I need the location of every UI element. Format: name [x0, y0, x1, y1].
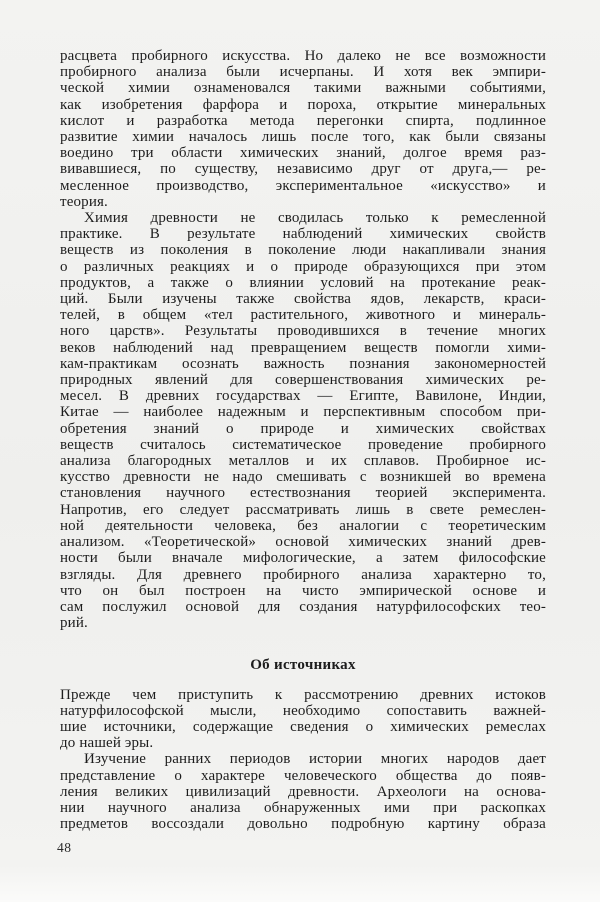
text-line: практике. В результате наблюдений химических свойств	[60, 226, 546, 243]
text-line: теория.	[60, 193, 108, 210]
text-line: Химия древности не сводилась только к ремесленной	[84, 210, 546, 227]
text-line: веществ считалось систематическое проведение пробирного	[60, 436, 546, 453]
text-line: обретения знаний о природе и химических свойствах	[60, 420, 546, 437]
text-line: ления великих цивилизаций древности. Археологи на основа-	[60, 783, 546, 800]
text-line: о различных реакциях и о природе образующихся при этом	[60, 258, 546, 275]
section-heading: Об источниках	[250, 657, 356, 674]
text-line: натурфилософской мысли, необходимо сопоставить важней-	[60, 702, 546, 719]
text-line: шие источники, содержащие сведения о химических ремеслах	[60, 718, 546, 735]
text-line: телей, в общем «тел растительного, животного и минераль-	[60, 307, 546, 324]
text-line: пробирного анализа были исчерпаны. И хотя век эмпири-	[60, 64, 546, 81]
text-line: кам-практикам осознать важность познания закономерностей	[60, 355, 546, 372]
text-column	[60, 48, 546, 832]
text-line: взгляды. Для древнего пробирного анализа характерно то,	[60, 566, 546, 583]
paragraph	[60, 687, 546, 752]
text-line: сам послужил основой для создания натурфилософских тео-	[60, 598, 546, 615]
text-line: ной деятельности человека, без аналогии с теоретическим	[60, 517, 546, 534]
text-line: анализа благородных металлов и их сплавов. Пробирное ис-	[60, 453, 546, 470]
text-line: воедино три области химических знаний, долгое время раз-	[60, 145, 546, 162]
page-number: 48	[57, 840, 72, 855]
text-line: представление о характере человеческого общества до появ-	[60, 767, 546, 784]
text-line: Изучение ранних периодов истории многих народов дает	[84, 751, 546, 768]
text-line: нии научного анализа обнаруженных ими при раскопках	[60, 799, 546, 816]
paragraph	[60, 751, 546, 832]
text-line: месленное производство, экспериментальное «искусство» и	[60, 177, 546, 194]
text-line: ности были вначале мифологические, а затем философские	[60, 550, 546, 567]
text-line: как изобретения фарфора и пороха, открытие минеральных	[60, 96, 546, 113]
text-line: рий.	[60, 615, 88, 632]
text-line: продуктов, а также о влиянии условий на протекание реак-	[60, 274, 546, 291]
paragraph	[60, 210, 546, 631]
text-line: становления научного естествознания теорией эксперимента.	[60, 485, 546, 502]
text-line: что он был построен на чисто эмпирической основе и	[60, 582, 546, 599]
text-line: ций. Были изучены также свойства ядов, лекарств, краси-	[60, 291, 546, 308]
text-line: Китае — наиболее надежным и перспективным способом при-	[60, 404, 546, 421]
text-line: анализом. «Теоретической» основой химических знаний древ-	[60, 534, 546, 551]
text-line: кислот и разработка метода перегонки спирта, подлинное	[60, 112, 546, 129]
text-line: веков наблюдений над превращением веществ помогли хими-	[60, 339, 546, 356]
text-line: до нашей эры.	[60, 735, 154, 752]
text-line: Прежде чем приступить к рассмотрению древних истоков	[60, 686, 546, 703]
text-line: предметов воссоздали довольно подробную картину образа	[60, 816, 546, 833]
text-line: Напротив, его следует рассматривать лишь в свете ремеслен-	[60, 501, 546, 518]
text-line: расцвета пробирного искусства. Но далеко не все возможности	[60, 48, 546, 64]
paragraph	[60, 48, 546, 210]
text-line: вивавшиеся, по существу, независимо друг от друга,— ре-	[60, 161, 546, 178]
text-line: ческой химии ознаменовался такими важными событиями,	[60, 80, 546, 97]
text-line: веществ из поколения в поколение люди накапливали знания	[60, 242, 546, 259]
text-line: природных явлений для совершенствования химических ре-	[60, 372, 546, 389]
text-line: развитие химии началось лишь после того, как были связаны	[60, 129, 546, 146]
text-line: месел. В древних государствах — Египте, Вавилоне, Индии,	[60, 388, 546, 405]
text-line: ного царств». Результаты проводившихся в течение многих	[60, 323, 546, 340]
text-line: кусство древности не надо смешивать с возникшей во времена	[60, 469, 546, 486]
